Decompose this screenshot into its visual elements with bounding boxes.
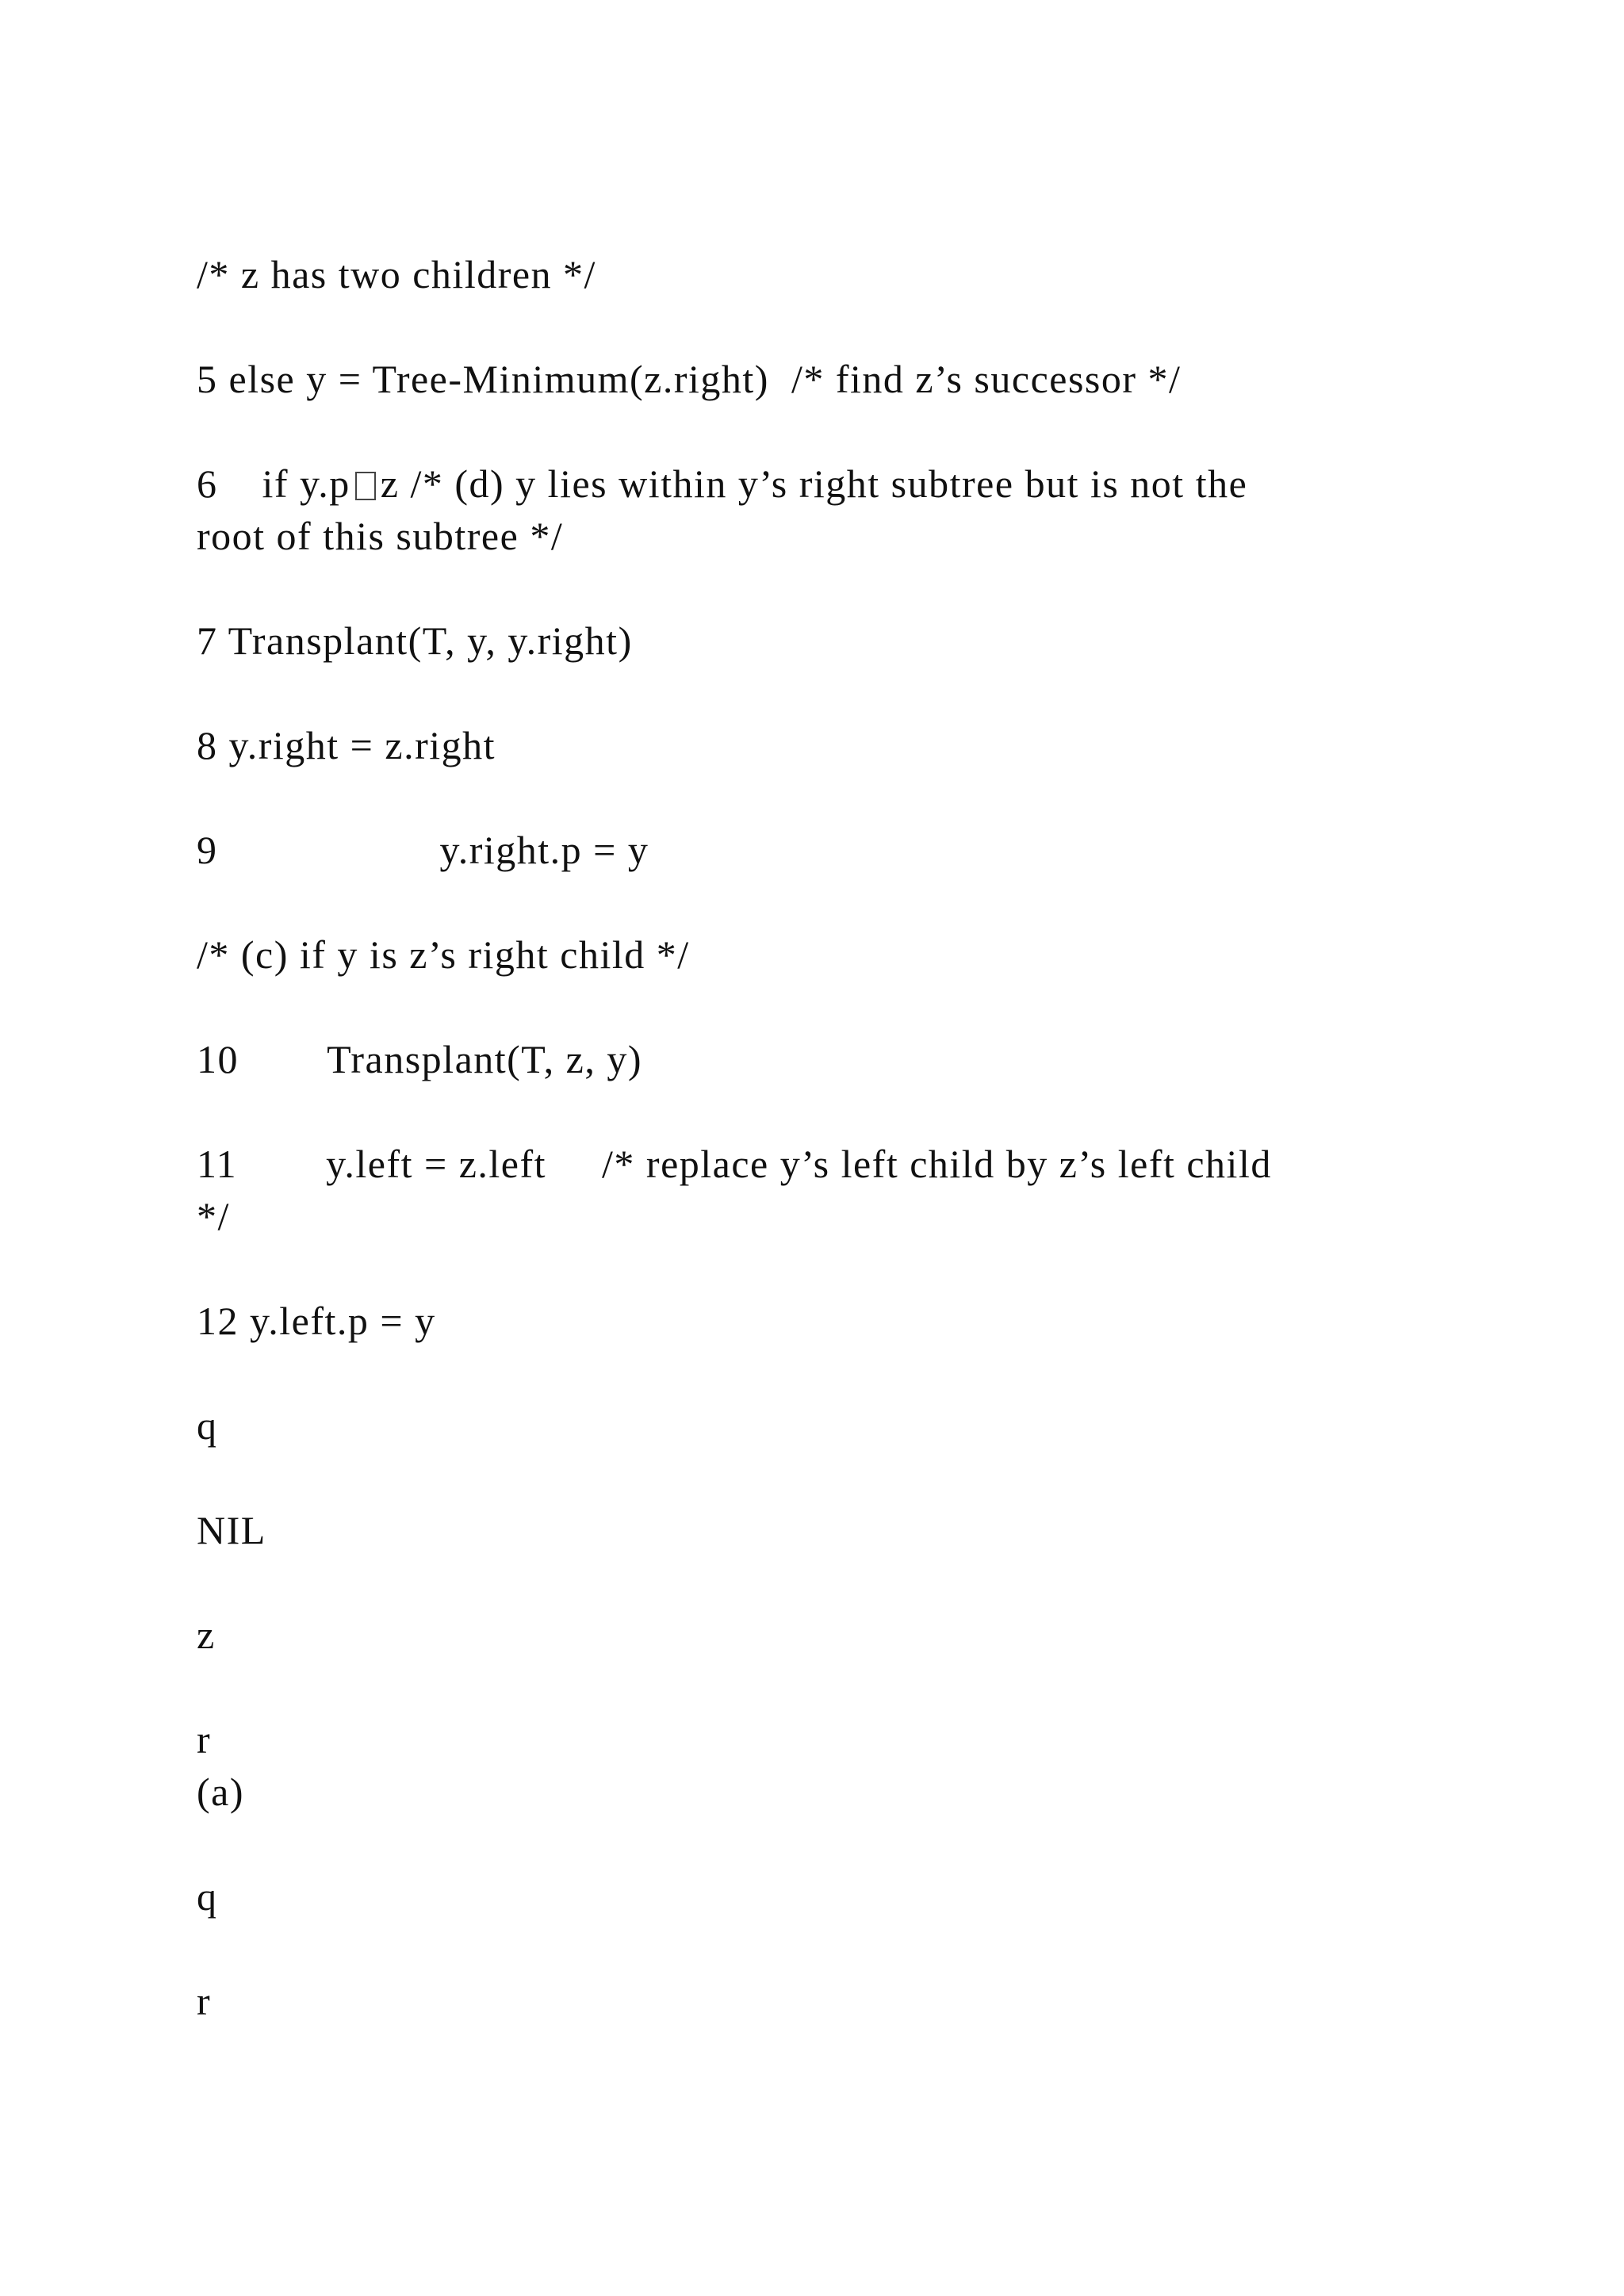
node-label-r-2: r: [197, 1979, 212, 2023]
code-line-8: 8 y.right = z.right: [197, 723, 496, 767]
missing-glyph-icon: [355, 472, 376, 500]
code-line-11-continuation: */: [197, 1194, 230, 1238]
code-line-6-continuation: root of this subtree */: [197, 514, 564, 558]
comment-right-child: /* (c) if y is z’s right child */: [197, 932, 690, 977]
code-line-6: [197, 457, 1247, 510]
comment-two-children: /* z has two children */: [197, 252, 596, 297]
code-line-6-prefix: 6 if y.p: [197, 461, 350, 506]
code-line-11: 11 y.left = z.left /* replace y’s left child by z’s left child: [197, 1142, 1272, 1186]
node-label-r: r: [197, 1717, 212, 1762]
figure-label-a: (a): [197, 1770, 244, 1814]
node-label-z: z: [197, 1613, 216, 1657]
node-label-q-2: q: [197, 1874, 218, 1919]
node-label-nil: NIL: [197, 1508, 266, 1552]
code-line-7: 7 Transplant(T, y, y.right): [197, 618, 633, 663]
code-line-5: 5 else y = Tree-Minimum(z.right) /* find z’s successor */: [197, 357, 1182, 401]
code-line-6-suffix: z /* (d) y lies within y’s right subtree but is not the: [380, 461, 1248, 506]
code-line-9: 9 y.right.p = y: [197, 828, 649, 872]
node-label-q: q: [197, 1403, 218, 1448]
code-line-12: 12 y.left.p = y: [197, 1299, 436, 1343]
code-line-10: 10 Transplant(T, z, y): [197, 1037, 642, 1081]
